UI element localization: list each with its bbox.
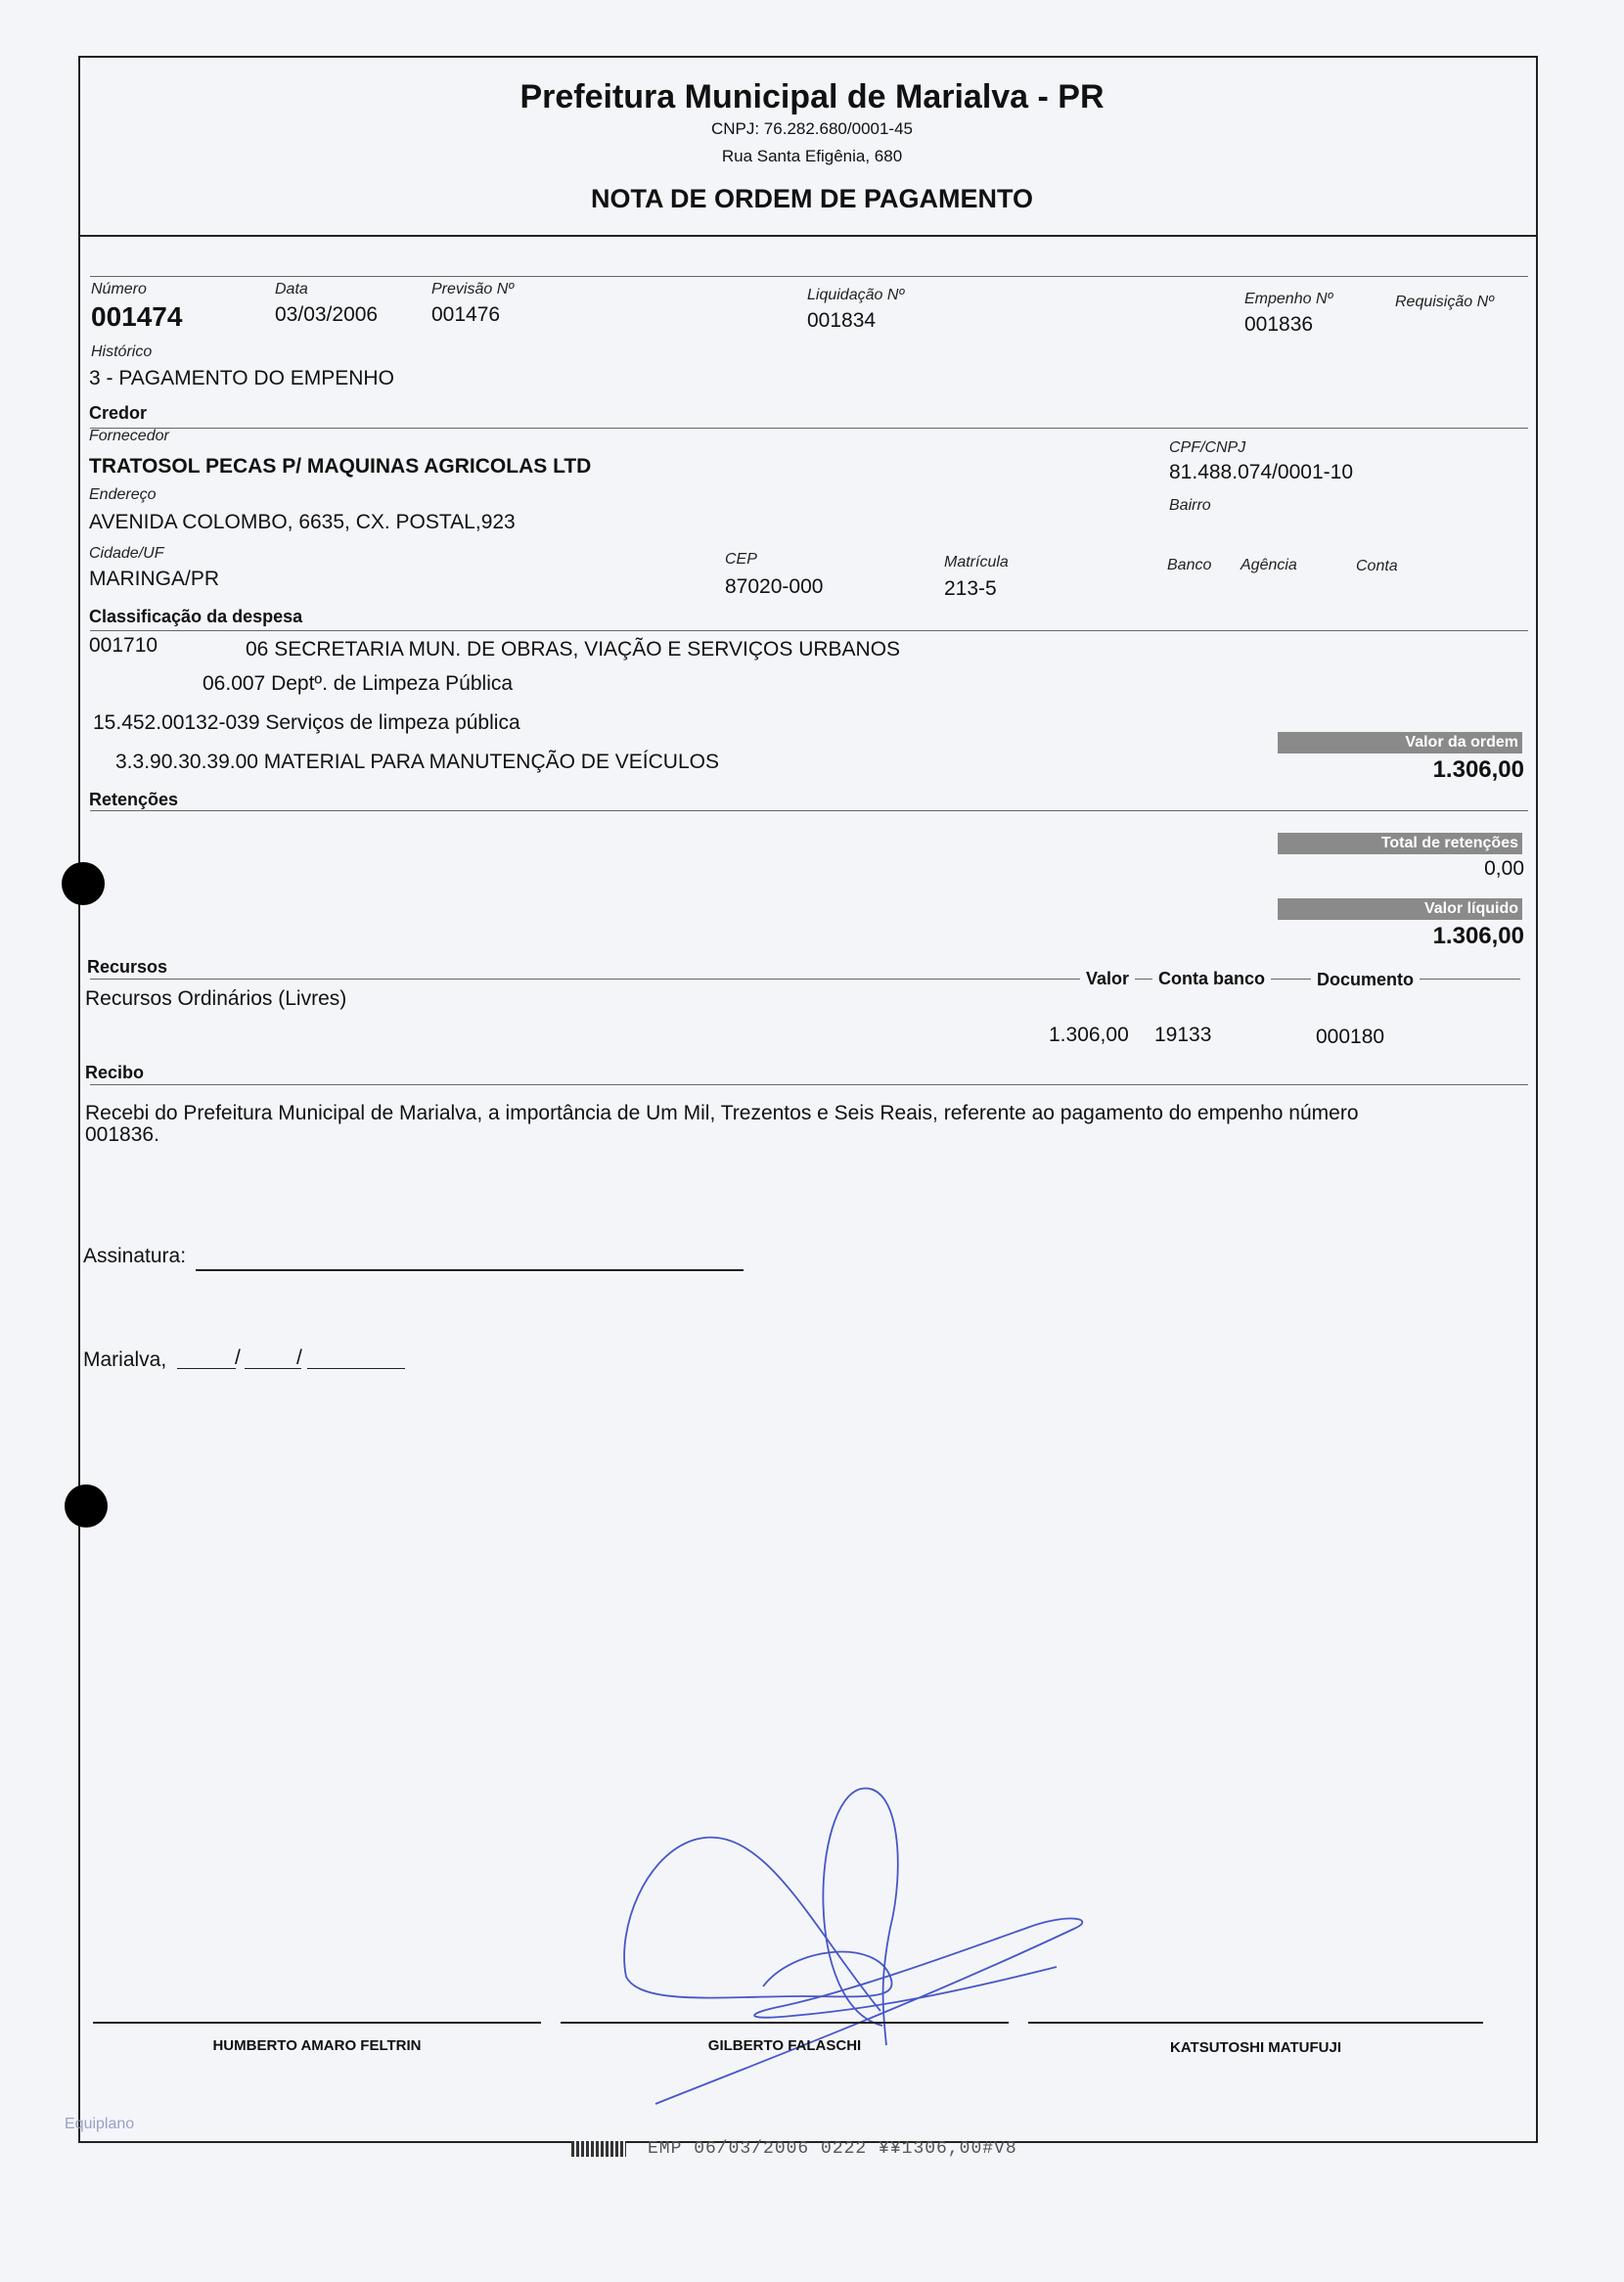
- endereco-label: Endereço: [89, 486, 157, 503]
- assinatura-line: [196, 1269, 744, 1271]
- date-line-month: [245, 1368, 301, 1369]
- historico-label: Histórico: [91, 343, 153, 360]
- equiplano-brand: Equiplano: [65, 2116, 135, 2132]
- local-label: Marialva,: [83, 1348, 167, 1371]
- agencia-label: Agência: [1241, 557, 1297, 573]
- signature-line-1: [93, 2022, 541, 2024]
- recursos-section: Recursos: [87, 957, 173, 978]
- cep-label: CEP: [725, 551, 757, 568]
- credor-divider: [90, 428, 1528, 429]
- recursos-conta-banco-label: Conta banco: [1152, 969, 1271, 989]
- date-slash-1: /: [235, 1346, 241, 1369]
- matricula-label: Matrícula: [944, 554, 1009, 570]
- recibo-text-2: 001836.: [85, 1123, 159, 1146]
- address-text: Rua Santa Efigênia, 680: [721, 147, 903, 165]
- assinatura-label: Assinatura:: [83, 1245, 187, 1267]
- data-label: Data: [275, 281, 308, 297]
- classificacao-divider: [90, 630, 1528, 631]
- date-line-day: [177, 1368, 236, 1369]
- recursos-valor: 1.306,00: [1049, 1024, 1129, 1046]
- top-divider: [90, 276, 1528, 277]
- conta-label: Conta: [1356, 558, 1398, 574]
- cidade-value: MARINGA/PR: [89, 568, 220, 590]
- liquidacao-value: 001834: [807, 309, 877, 332]
- recursos-fonte: Recursos Ordinários (Livres): [85, 987, 347, 1010]
- barcode-mark: [571, 2141, 626, 2157]
- recibo-section: Recibo: [85, 1063, 150, 1083]
- cpf-value: 81.488.074/0001-10: [1169, 461, 1354, 483]
- signature-line-2: [561, 2022, 1009, 2024]
- classificacao-section: Classificação da despesa: [89, 607, 308, 627]
- recursos-documento-label: Documento: [1311, 970, 1420, 990]
- fornecedor-label: Fornecedor: [89, 428, 169, 444]
- previsao-label: Previsão Nº: [431, 281, 515, 297]
- recursos-conta-banco: 19133: [1154, 1024, 1212, 1046]
- valor-ordem-bar: Valor da ordem: [1278, 732, 1522, 753]
- signature-line-3: [1028, 2022, 1483, 2024]
- classificacao-line3: 15.452.00132-039 Serviços de limpeza pública: [93, 711, 520, 734]
- liquidacao-label: Liquidação Nº: [807, 287, 905, 303]
- cidade-label: Cidade/UF: [89, 545, 164, 562]
- cnpj-text: CNPJ: 76.282.680/0001-45: [710, 119, 914, 138]
- requisicao-label: Requisição Nº: [1395, 294, 1494, 310]
- classificacao-line4: 3.3.90.30.39.00 MATERIAL PARA MANUTENÇÃO DE VEÍCULOS: [115, 751, 719, 773]
- retencoes-section: Retenções: [89, 790, 184, 810]
- numero-label: Número: [91, 281, 147, 297]
- valor-ordem-value: 1.306,00: [1432, 756, 1524, 783]
- cep-value: 87020-000: [725, 575, 824, 598]
- recursos-documento: 000180: [1316, 1026, 1385, 1048]
- cpf-label: CPF/CNPJ: [1169, 439, 1246, 456]
- endereco-value: AVENIDA COLOMBO, 6635, CX. POSTAL,923: [89, 511, 516, 533]
- numero-value: 001474: [91, 301, 183, 332]
- retencoes-divider: [90, 810, 1528, 811]
- historico-value: 3 - PAGAMENTO DO EMPENHO: [89, 367, 394, 389]
- punch-hole-bottom: [65, 1484, 108, 1528]
- classificacao-line2: 06.007 Deptº. de Limpeza Pública: [203, 672, 514, 695]
- signature-name-2: GILBERTO FALASCHI: [707, 2037, 862, 2054]
- empenho-label: Empenho Nº: [1244, 291, 1333, 307]
- valor-liquido-bar: Valor líquido: [1278, 898, 1522, 920]
- page-title: Prefeitura Municipal de Marialva - PR: [519, 78, 1105, 115]
- classificacao-line1: 06 SECRETARIA MUN. DE OBRAS, VIAÇÃO E SERVIÇOS URBANOS: [246, 638, 901, 661]
- valor-liquido-value: 1.306,00: [1432, 923, 1524, 949]
- header-divider: [78, 235, 1538, 237]
- bairro-label: Bairro: [1169, 497, 1211, 514]
- document-title: NOTA DE ORDEM DE PAGAMENTO: [590, 184, 1033, 213]
- punch-hole-top: [62, 862, 105, 905]
- date-line-year: [307, 1368, 405, 1369]
- signature-name-3: KATSUTOSHI MATUFUJI: [1170, 2039, 1341, 2056]
- recursos-divider: [90, 979, 1520, 980]
- handwritten-signature: [607, 1781, 1096, 2123]
- fornecedor-value: TRATOSOL PECAS P/ MAQUINAS AGRICOLAS LTD: [89, 455, 592, 478]
- recursos-valor-label: Valor: [1080, 969, 1135, 989]
- date-slash-2: /: [296, 1346, 302, 1369]
- data-value: 03/03/2006: [275, 303, 379, 326]
- previsao-value: 001476: [431, 303, 501, 326]
- signature-name-1: HUMBERTO AMARO FELTRIN: [212, 2037, 422, 2054]
- empenho-value: 001836: [1244, 313, 1314, 336]
- banco-label: Banco: [1167, 557, 1212, 573]
- total-retencoes-value: 0,00: [1484, 857, 1524, 880]
- matricula-value: 213-5: [944, 577, 997, 600]
- recibo-text: Recebi do Prefeitura Municipal de Marialva, a importância de Um Mil, Trezentos e Seis Reais, referente ao pagamento do empenho número: [85, 1102, 1359, 1124]
- total-retencoes-bar: Total de retenções: [1278, 833, 1522, 854]
- classificacao-code: 001710: [89, 634, 158, 657]
- credor-section: Credor: [89, 403, 153, 424]
- recibo-divider: [90, 1084, 1528, 1085]
- footer-stamp: EMP 06/03/2006 0222 ¥¥1306,00#V8: [648, 2139, 1017, 2159]
